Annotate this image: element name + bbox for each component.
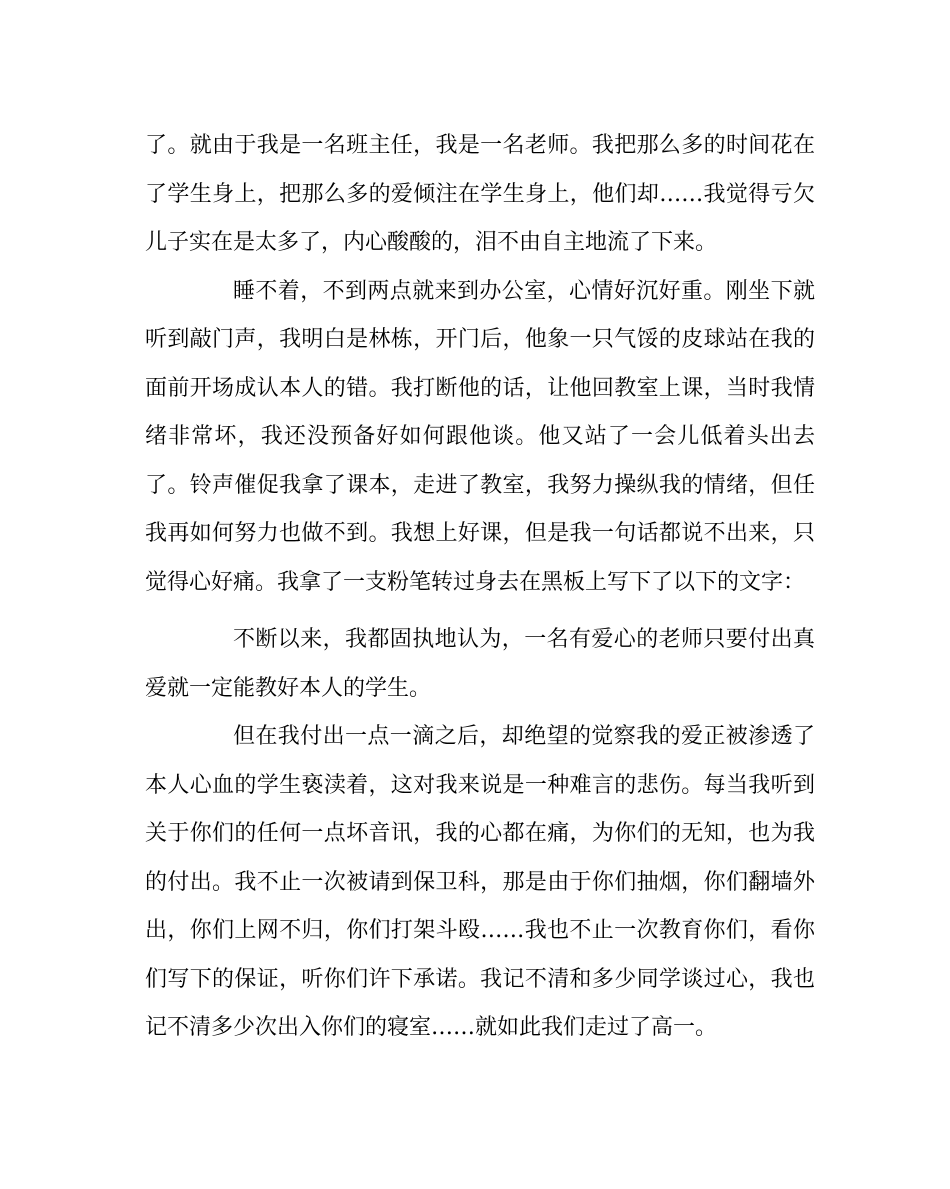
text-line: 的付出。我不止一次被请到保卫科，那是由于你们抽烟，你们翻墙外 xyxy=(145,869,815,895)
text-line: 听到敲门声，我明白是林栋，开门后，他象一只气馁的皮球站在我的 xyxy=(145,327,815,352)
text-line: 了。铃声催促我拿了课本，走进了教室，我努力操纵我的情绪，但任 xyxy=(145,472,815,498)
paragraph-1 xyxy=(145,127,815,273)
text-line: 出，你们上网不归，你们打架斗殴……我也不止一次教育你们，看你 xyxy=(145,918,815,943)
text-line: 我再如何努力也做不到。我想上好课，但是我一句话都说不出来，只 xyxy=(145,521,815,546)
text-line: 本人心血的学生亵渎着，这对我来说是一种难言的悲伤。每当我听到 xyxy=(145,772,815,798)
text-line: 记不清多少次出入你们的寝室……就如此我们走过了高一。 xyxy=(145,1015,718,1040)
paragraph-gap xyxy=(145,612,815,621)
text-line: 不断以来，我都固执地认为，一名有爱心的老师只要付出真 xyxy=(233,627,815,652)
text-line: 面前开场成认本人的错。我打断他的话，让他回教室上课，当时我情 xyxy=(145,375,815,401)
text-line: 觉得心好痛。我拿了一支粉笔转过身去在黑板上写下了以下的文字： xyxy=(145,569,806,595)
text-line: 关于你们的任何一点坏音讯，我的心都在痛，为你们的无知，也为我 xyxy=(145,821,815,846)
paragraph-2 xyxy=(145,273,815,613)
paragraph-4 xyxy=(145,718,815,1058)
text-line: 儿子实在是太多了，内心酸酸的，泪不由自主地流了下来。 xyxy=(145,230,718,255)
text-line: 们写下的保证，听你们许下承诺。我记不清和多少同学谈过心，我也 xyxy=(145,966,815,992)
text-line: 但在我付出一点一滴之后，却绝望的觉察我的爱正被渗透了 xyxy=(233,724,815,749)
paragraph-3 xyxy=(145,621,815,718)
text-line: 绪非常坏，我还没预备好如何跟他谈。他又站了一会儿低着头出去 xyxy=(145,424,815,449)
document-body xyxy=(145,127,815,1058)
text-line: 了。就由于我是一名班主任，我是一名老师。我把那么多的时间花在 xyxy=(145,133,815,158)
text-line: 了学生身上，把那么多的爱倾注在学生身上，他们却……我觉得亏欠 xyxy=(145,181,815,207)
text-line: 爱就一定能教好本人的学生。 xyxy=(145,675,432,701)
text-line: 睡不着，不到两点就来到办公室，心情好沉好重。刚坐下就 xyxy=(233,278,815,304)
